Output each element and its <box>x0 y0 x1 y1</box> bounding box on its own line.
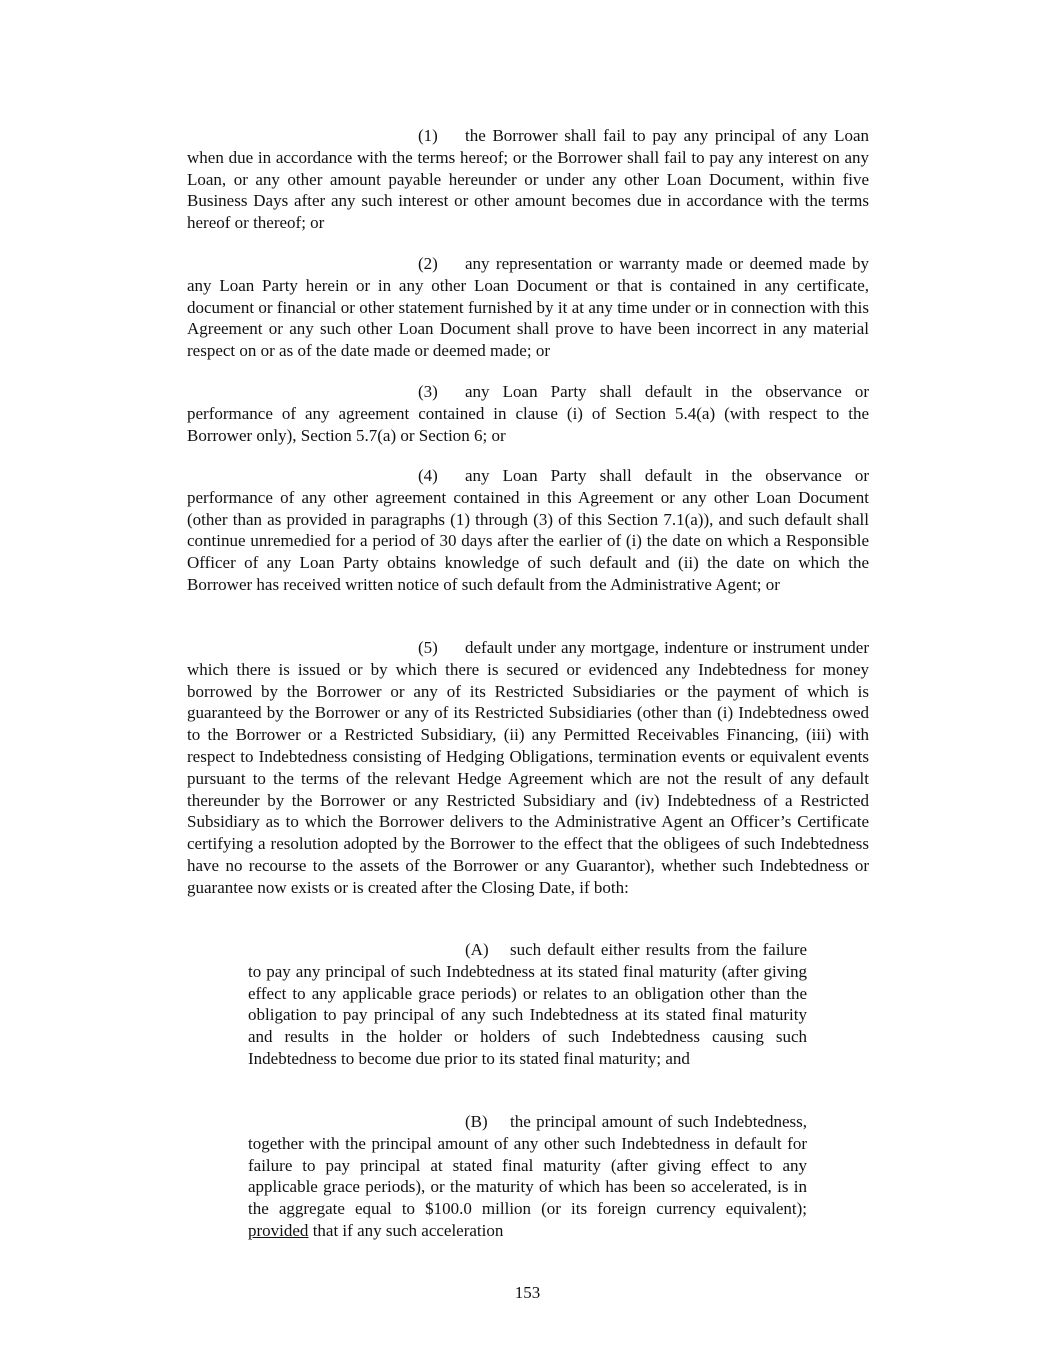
paragraph-4 <box>187 465 869 596</box>
paragraph-text: default under any mortgage, indenture or instrument under which there is issued or by which there is secured or evidenced any Indebtedness for money borrowed by the Borrower or any of its Restricted Subsidiaries or the payment of which is guaranteed by the Borrower or any of its Restricted Subsidiaries (other than (i) Indebtedness owed to the Borrower or a Restricted Subsidiary, (ii) any Permitted Receivables Financing, (iii) with respect to Indebtedness consisting of Hedging Obligations, termination events or equivalent events pursuant to the terms of the relevant Hedge Agreement which are not the result of any default thereunder by the Borrower or any Restricted Subsidiary and (iv) Indebtedness of a Restricted Subsidiary as to which the Borrower delivers to the Administrative Agent an Officer’s Certificate certifying a resolution adopted by the Borrower to the effect that the obligees of such Indebtedness have no recourse to the assets of the Borrower or any Guarantor), whether such Indebtedness or guarantee now exists or is created after the Closing Date, if both: <box>187 638 869 897</box>
subparagraph-a <box>248 939 807 1070</box>
paragraph-number: (2) <box>418 254 438 273</box>
subparagraph-b <box>248 1111 807 1242</box>
subparagraph-number: (A) <box>465 940 489 959</box>
paragraph-number: (1) <box>418 126 438 145</box>
paragraph-text: the Borrower shall fail to pay any principal of any Loan when due in accordance with the terms hereof; or the Borrower shall fail to pay any interest on any Loan, or any other amount payable hereunder or under any other Loan Document, within five Business Days after any such interest or other amount becomes due in accordance with the terms hereof or thereof; or <box>187 126 869 233</box>
paragraph-3 <box>187 381 869 446</box>
paragraph-5 <box>187 637 869 899</box>
page-number: 153 <box>514 1283 541 1302</box>
subparagraph-text-continued: that if any such acceleration <box>312 1220 504 1240</box>
subparagraph-text: the principal amount of such Indebtedness, together with the principal amount of any other such Indebtedness in default for failure to pay principal at stated final maturity (after giving effect to any applicable grace periods), or the maturity of which has been so accelerated, is in the aggregate equal to $100.0 million (or its foreign currency equivalent); <box>248 1112 807 1219</box>
subparagraph-number: (B) <box>465 1112 488 1131</box>
paragraph-number: (3) <box>418 382 438 401</box>
paragraph-number: (4) <box>418 466 438 485</box>
paragraph-1 <box>187 125 869 234</box>
subparagraph-text: such default either results from the failure to pay any principal of such Indebtedness at its stated final maturity (after giving effect to any applicable grace periods) or relates to an obligation other than the obligation to pay principal of any such Indebtedness at its stated final maturity and results in the holder or holders of such Indebtedness causing such Indebtedness to become due prior to its stated final maturity; and <box>248 940 807 1068</box>
paragraph-number: (5) <box>418 638 438 657</box>
paragraph-2 <box>187 253 869 362</box>
paragraph-text: any Loan Party shall default in the observance or performance of any agreement contained in clause (i) of Section 5.4(a) (with respect to the Borrower only), Section 5.7(a) or Section 6; or <box>187 382 869 445</box>
paragraph-text: any representation or warranty made or deemed made by any Loan Party herein or in any other Loan Document or that is contained in any certificate, document or financial or other statement furnished by it at any time under or in connection with this Agreement or any such other Loan Document shall prove to have been incorrect in any material respect on or as of the date made or deemed made; or <box>187 254 869 361</box>
emphasis-provided: provided <box>248 1220 309 1240</box>
paragraph-text: any Loan Party shall default in the observance or performance of any other agreement contained in this Agreement or any other Loan Document (other than as provided in paragraphs (1) through (3) of this Section 7.1(a)), and such default shall continue unremedied for a period of 30 days after the earlier of (i) the date on which a Responsible Officer of any Loan Party obtains knowledge of such default and (ii) the date on which the Borrower has received written notice of such default from the Administrative Agent; or <box>187 466 869 594</box>
